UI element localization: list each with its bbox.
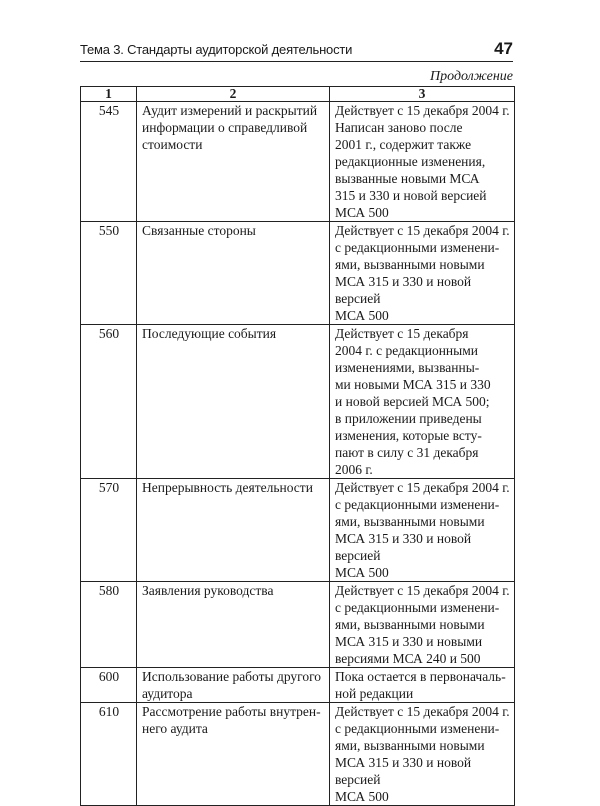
table-row [81, 668, 515, 703]
standard-number: 550 [81, 222, 137, 325]
standard-status: Пока остается в первоначаль- ной редакции [330, 668, 515, 703]
standard-number: 560 [81, 325, 137, 479]
table-header-row [81, 87, 515, 102]
standard-status: Действует с 15 декабря 2004 г. Написан заново после 2001 г., содержит также редакционные изменения, вызванные новыми МСА 315 и 330 и новой версией МСА 500 [330, 102, 515, 222]
table-row [81, 102, 515, 222]
chapter-title: Тема 3. Стандарты аудиторской деятельности [80, 42, 353, 57]
standard-status: Действует с 15 декабря 2004 г. с редакционными изменениями, вызванны- ми новыми МСА 315 и 330 и новой версией МСА 500; в приложении приведены изменения, которые всту- пают в силу с 31 декабря 2006 г. [330, 325, 515, 479]
table-row [81, 479, 515, 582]
standard-number: 570 [81, 479, 137, 582]
table-row [81, 325, 515, 479]
table-row [81, 703, 515, 806]
standard-status: Действует с 15 декабря 2004 г. с редакционными изменени- ями, вызванными новыми МСА 315 и 330 и новой версией МСА 500 [330, 479, 515, 582]
standard-number: 545 [81, 102, 137, 222]
standard-number: 610 [81, 703, 137, 806]
standard-status: Действует с 15 декабря 2004 г. с редакционными изменени- ями, вызванными новыми МСА 315 и 330 и новыми версиями МСА 240 и 500 [330, 582, 515, 668]
standards-table [80, 86, 515, 806]
standard-number: 600 [81, 668, 137, 703]
standard-status: Действует с 15 декабря 2004 г. с редакционными изменени- ями, вызванными новыми МСА 315 и 330 и новой версией МСА 500 [330, 222, 515, 325]
standard-name: Рассмотрение работы внутрен- него аудита [137, 703, 330, 806]
standard-name: Последующие события [137, 325, 330, 479]
standard-status: Действует с 15 декабря 2004 г. с редакционными изменени- ями, вызванными новыми МСА 315 и 330 и новой версией МСА 500 [330, 703, 515, 806]
page-number: 47 [494, 39, 513, 58]
standard-number: 580 [81, 582, 137, 668]
standard-name: Использование работы другого аудитора [137, 668, 330, 703]
continuation-label: Продолжение [430, 69, 513, 84]
standard-name: Заявления руководства [137, 582, 330, 668]
column-header-status: 3 [330, 87, 515, 102]
standard-name: Непрерывность деятельности [137, 479, 330, 582]
column-header-name: 2 [137, 87, 330, 102]
running-header [80, 40, 513, 62]
column-header-number: 1 [81, 87, 137, 102]
table-row [81, 582, 515, 668]
standard-name: Аудит измерений и раскрытий информации о справедливой стоимости [137, 102, 330, 222]
table-row [81, 222, 515, 325]
standard-name: Связанные стороны [137, 222, 330, 325]
